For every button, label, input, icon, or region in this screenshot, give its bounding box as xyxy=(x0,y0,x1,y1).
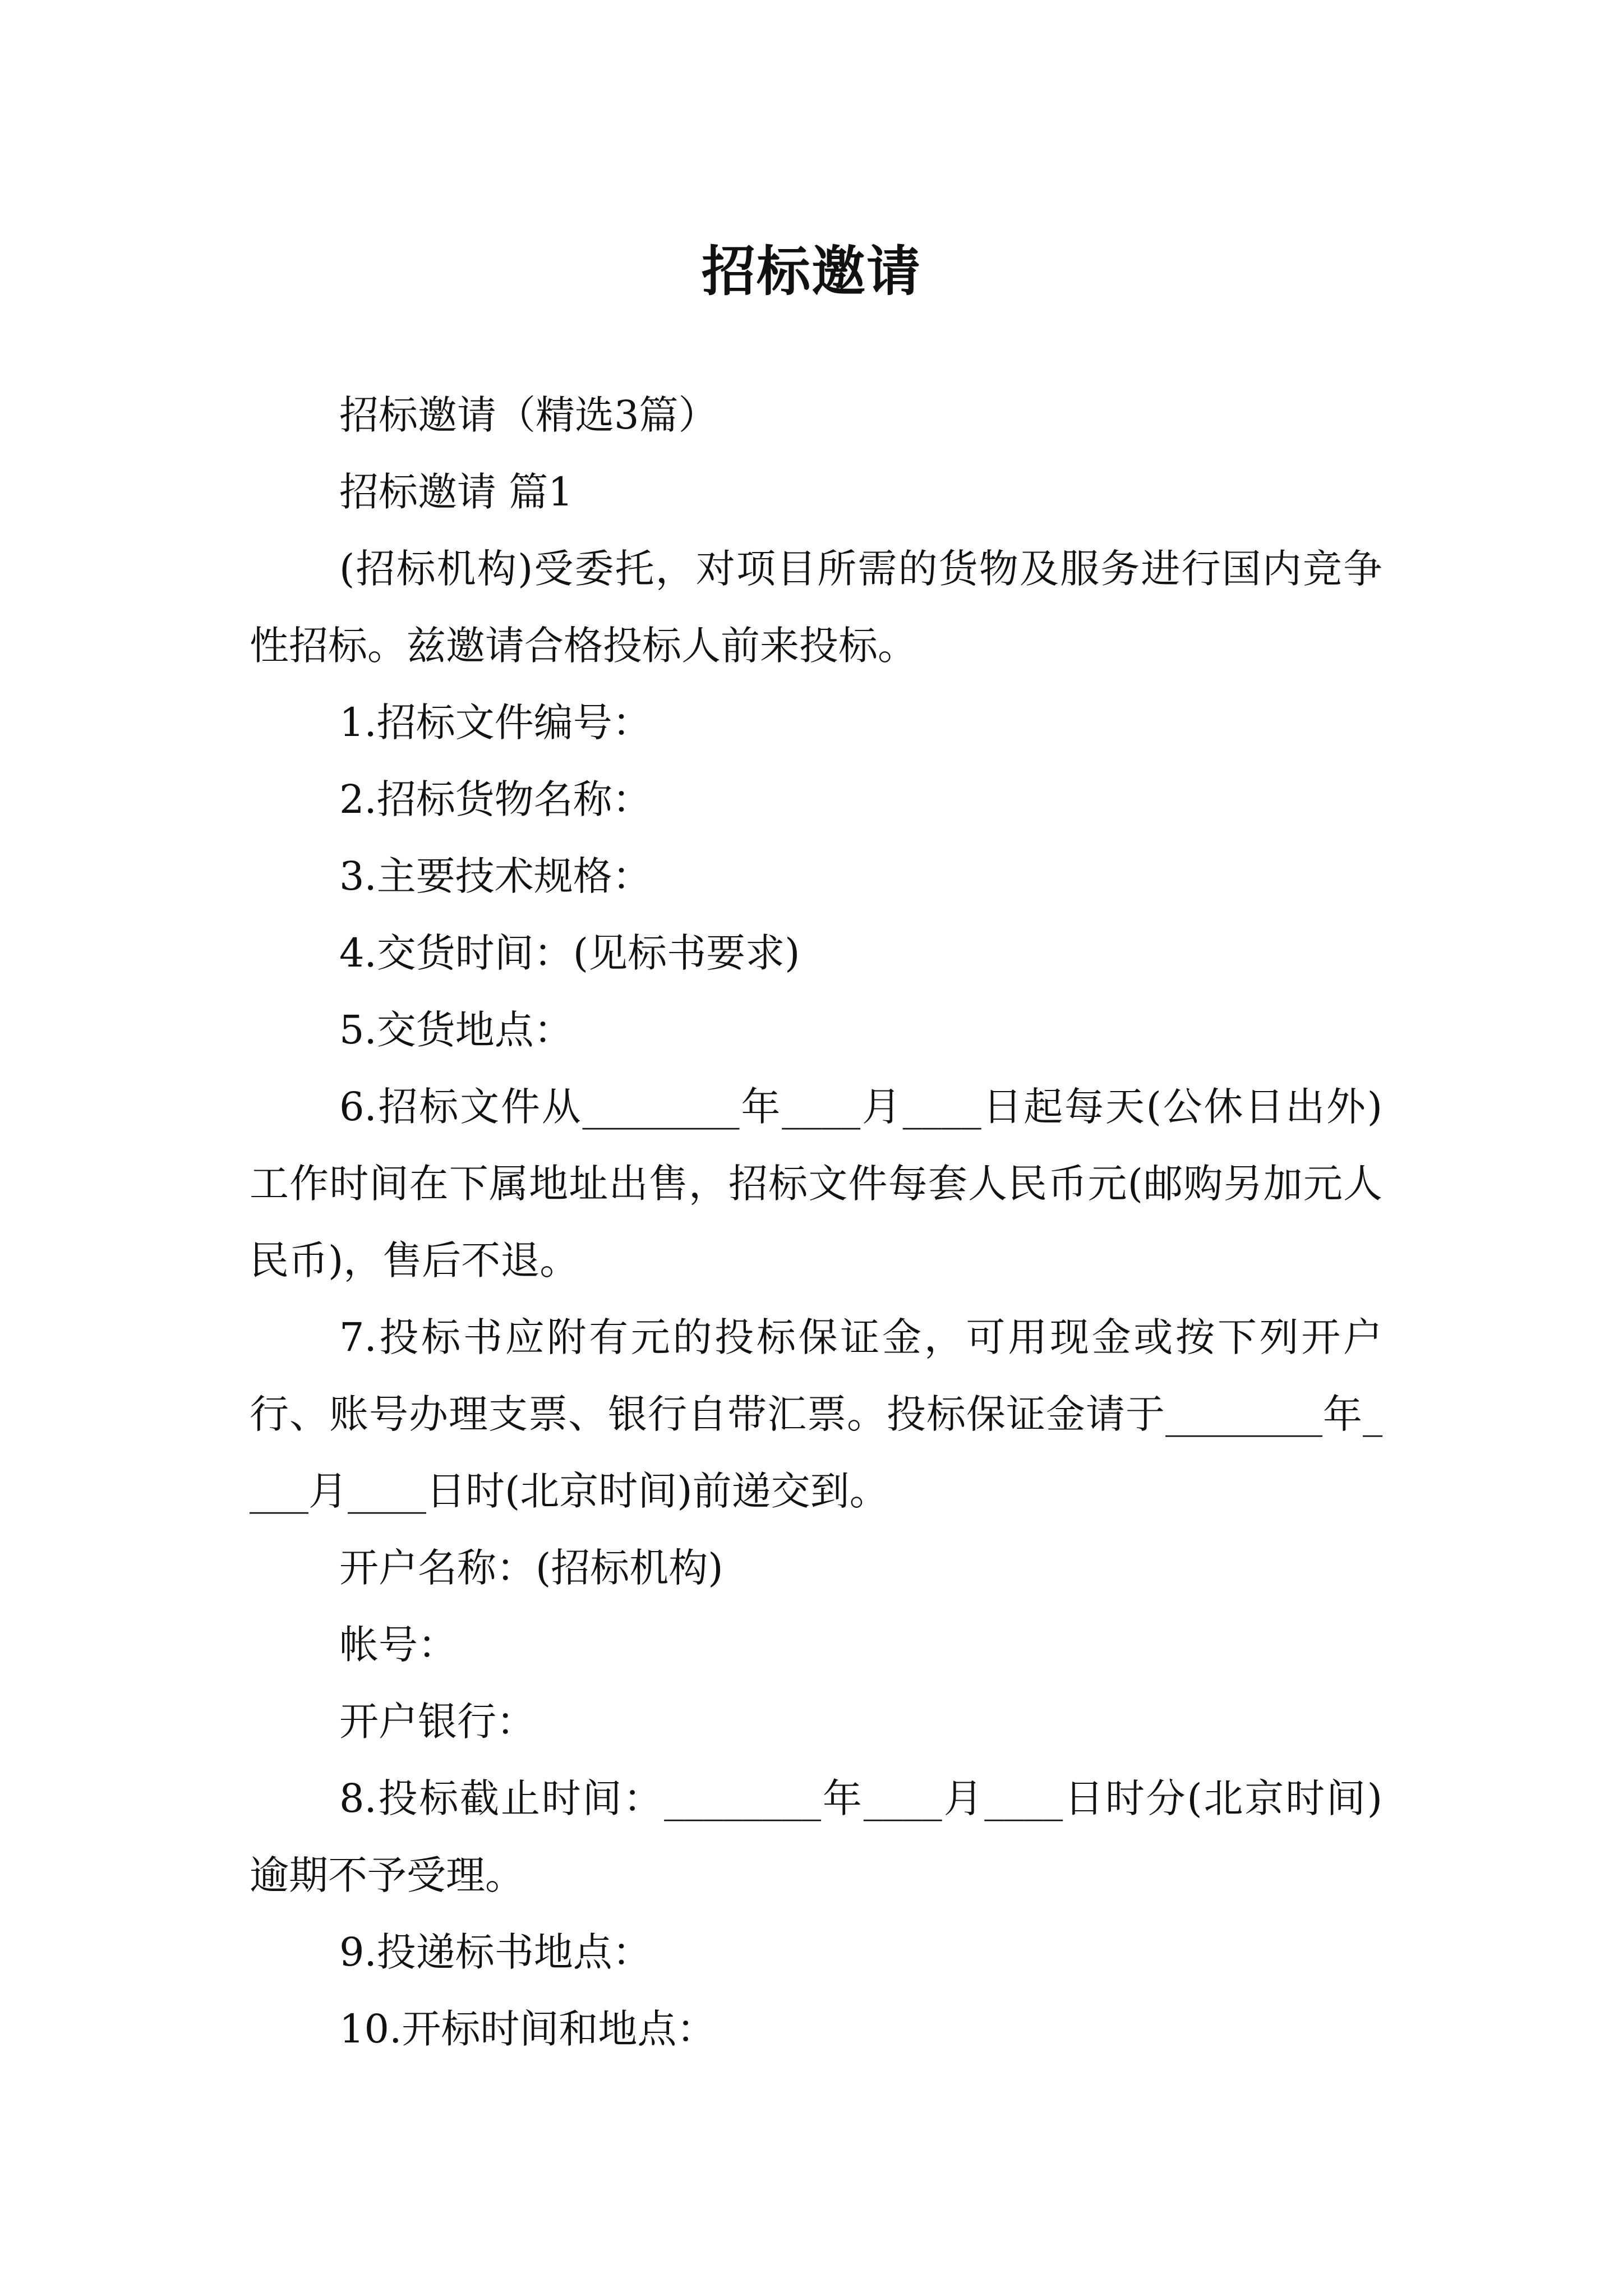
paragraph-subtitle: 招标邀请（精选3篇） xyxy=(339,392,718,438)
paragraph-item-10: 10.开标时间和地点： xyxy=(339,2006,716,2052)
paragraph-item-1: 1.招标文件编号： xyxy=(339,700,652,746)
paragraph-item-9: 9.投递标书地点： xyxy=(339,1929,652,1975)
document-title: 招标邀请 xyxy=(702,240,921,303)
paragraph-account-number: 帐号： xyxy=(339,1622,457,1668)
paragraph-item-6: 6.招标文件从________年____月____日起每天(公休日出外)工作时间在下属地址出售，招标文件每套人民币元(邮购另加元人民币)，售后不退。 xyxy=(250,1084,1382,1283)
paragraph-item-7: 7.投标书应附有元的投标保证金，可用现金或按下列开户行、账号办理支票、银行自带汇票。投标保证金请于________年____月____日时(北京时间)前递交到。 xyxy=(250,1314,1382,1514)
paragraph-item-8: 8.投标截止时间：________年____月____日时分(北京时间)逾期不予受理。 xyxy=(250,1775,1382,1898)
paragraph-intro: (招标机构)受委托，对项目所需的货物及服务进行国内竞争性招标。兹邀请合格投标人前来投标。 xyxy=(250,546,1382,669)
paragraph-item-5: 5.交货地点： xyxy=(339,1007,573,1053)
paragraph-account-bank: 开户银行： xyxy=(339,1699,536,1745)
paragraph-account-name: 开户名称：(招标机构) xyxy=(339,1545,723,1591)
paragraph-section-heading: 招标邀请 篇1 xyxy=(339,469,573,515)
document-body xyxy=(250,377,1382,2068)
paragraph-item-3: 3.主要技术规格： xyxy=(339,853,652,899)
paragraph-item-4: 4.交货时间：(见标书要求) xyxy=(339,930,800,976)
paragraph-item-2: 2.招标货物名称： xyxy=(339,776,652,822)
